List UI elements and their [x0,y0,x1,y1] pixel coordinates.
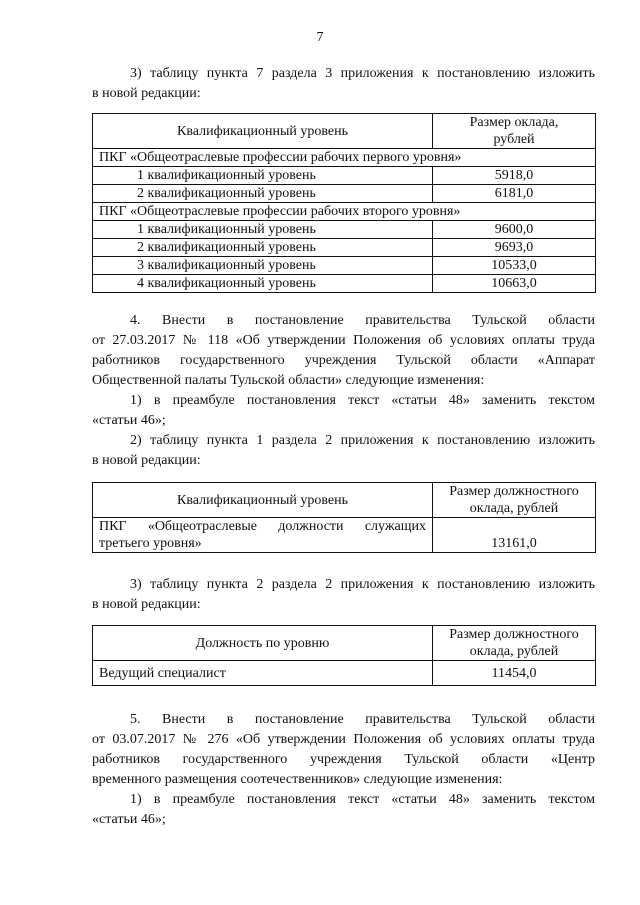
paragraph-4-1 [92,391,595,431]
table-header-row [93,626,596,661]
header-salary [433,483,596,518]
table-salary-employees [92,482,596,553]
position-name: Ведущий специалист [93,661,433,686]
group-title: ПКГ «Общеотраслевые профессии рабочих второго уровня» [93,203,596,221]
paragraph-4-3 [92,575,595,615]
paragraph-line: 4. Внести в постановление правительства Тульской области [130,313,595,328]
table-row [93,257,596,275]
qualification-level: 1 квалификационный уровень [93,167,433,185]
paragraph-5-1 [92,790,595,830]
group-title-line: третьего уровня» [99,536,202,551]
table-row [93,167,596,185]
salary-value: 6181,0 [433,185,596,203]
header-salary-line: Размер оклада, [469,115,559,130]
table-row [93,661,596,686]
page-number: 7 [316,30,324,45]
paragraph-line: 1) в преамбуле постановления текст «статьи 48» заменить текстом [130,792,595,807]
paragraph-line: 3) таблицу пункта 7 раздела 3 приложения к постановлению изложить [130,66,595,81]
qualification-level: 1 квалификационный уровень [93,221,433,239]
header-salary-line: оклада, рублей [469,644,559,659]
paragraph-5 [92,710,595,790]
paragraph-line: работников государственного учреждения Тульской области «Аппарат [92,353,595,368]
table-row [93,239,596,257]
header-salary [433,626,596,661]
salary-value: 10663,0 [433,275,596,293]
table-row [93,185,596,203]
table-header-row [93,483,596,518]
qualification-level: 4 квалификационный уровень [93,275,433,293]
group-title [93,518,433,553]
paragraph-line: от 03.07.2017 № 276 «Об утверждении Положения об условиях оплаты труда [92,732,595,747]
paragraph-line: в новой редакции: [92,86,201,101]
paragraph-line: «статьи 46»; [92,413,166,428]
salary-value: 5918,0 [433,167,596,185]
paragraph-line: 3) таблицу пункта 2 раздела 2 приложения к постановлению изложить [130,577,595,592]
paragraph-line: 5. Внести в постановление правительства Тульской области [130,712,595,727]
paragraph-line: временного размещения соотечественников» следующие изменения: [92,772,503,787]
table-row [93,518,596,553]
salary-value: 9693,0 [433,239,596,257]
table-salary-position [92,625,596,686]
paragraph-4 [92,311,595,391]
table-header-row [93,114,596,149]
salary-value: 10533,0 [433,257,596,275]
group-title: ПКГ «Общеотраслевые профессии рабочих первого уровня» [93,149,596,167]
paragraph-line: в новой редакции: [92,453,201,468]
header-qualification-level: Квалификационный уровень [93,483,433,518]
qualification-level: 3 квалификационный уровень [93,257,433,275]
table-row [93,221,596,239]
salary-value: 11454,0 [433,661,596,686]
paragraph-line: «статьи 46»; [92,812,166,827]
header-salary-line: рублей [493,132,535,147]
table-row [93,275,596,293]
paragraph-line: 2) таблицу пункта 1 раздела 2 приложения к постановлению изложить [130,433,595,448]
paragraph-line: в новой редакции: [92,597,201,612]
salary-value: 13161,0 [433,518,596,553]
table-group-row [93,149,596,167]
paragraph-line: от 27.03.2017 № 118 «Об утверждении Положения об условиях оплаты труда [92,333,595,348]
header-salary-line: Размер должностного [449,627,579,642]
header-salary-line: оклада, рублей [469,501,559,516]
table-salary-workers [92,113,596,293]
table-group-row [93,203,596,221]
header-salary [433,114,596,149]
paragraph-line: работников государственного учреждения Тульской области «Центр [92,752,595,767]
qualification-level: 2 квалификационный уровень [93,239,433,257]
group-title-line: ПКГ «Общеотраслевые должности служащих [99,519,426,534]
paragraph-line: 1) в преамбуле постановления текст «статьи 48» заменить текстом [130,393,595,408]
header-salary-line: Размер должностного [449,484,579,499]
paragraph-4-2 [92,431,595,471]
header-qualification-level: Квалификационный уровень [93,114,433,149]
salary-value: 9600,0 [433,221,596,239]
qualification-level: 2 квалификационный уровень [93,185,433,203]
paragraph-3 [92,64,595,104]
header-position: Должность по уровню [93,626,433,661]
paragraph-line: Общественной палаты Тульской области» следующие изменения: [92,373,485,388]
